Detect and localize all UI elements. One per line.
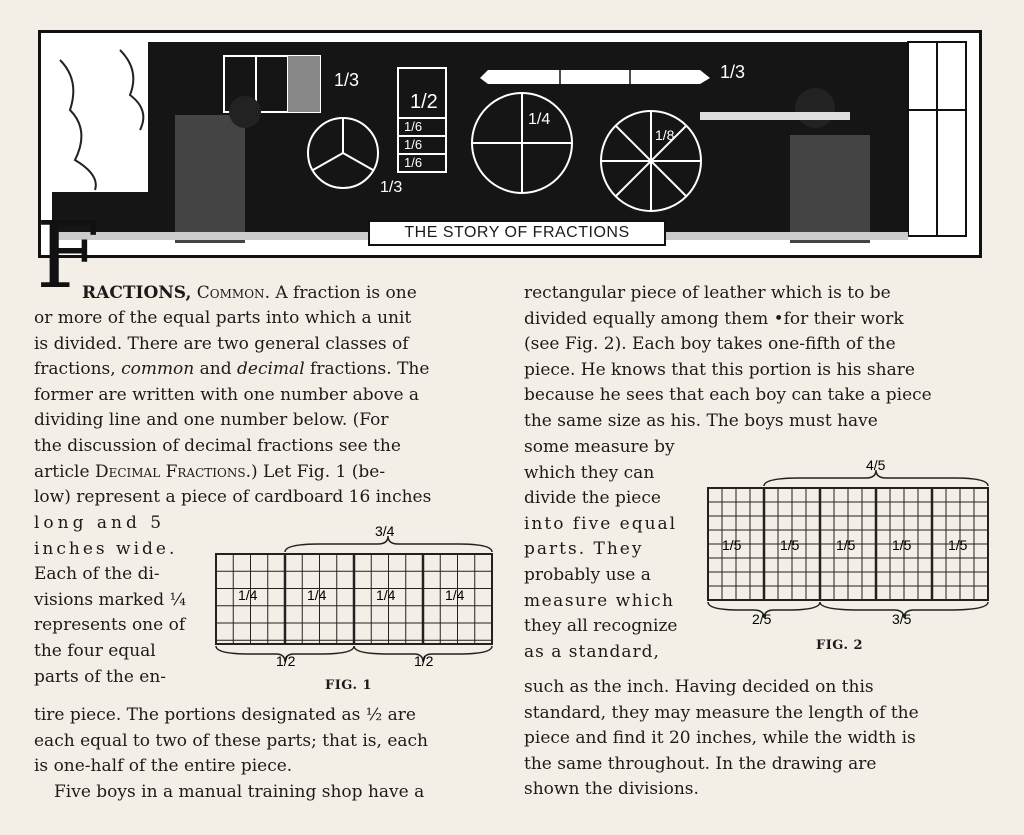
fig2-cell-2: 1/5 xyxy=(780,537,800,553)
fig2-diagram xyxy=(700,452,1000,632)
col2-tail-2: standard, they may measure the length of the xyxy=(524,702,919,723)
fig1-cell-1: 1/4 xyxy=(238,587,258,603)
label-eighth: 1/8 xyxy=(655,127,675,143)
pencil-bar xyxy=(480,70,710,84)
boy-figure xyxy=(175,115,245,243)
col1-line-9: low) represent a piece of cardboard 16 inches xyxy=(34,487,432,508)
fig2-cell-4: 1/5 xyxy=(892,537,912,553)
label-half: 1/2 xyxy=(410,91,438,113)
col2-narrow-2: which they can xyxy=(524,462,655,483)
col2-narrow-3: divide the piece xyxy=(524,488,661,509)
col2-tail-3: piece and find it 20 inches, while the width is xyxy=(524,728,916,749)
col1-line-4: fractions, common and decimal fractions. The xyxy=(34,359,430,380)
col2-line-3: (see Fig. 2). Each boy takes one-fifth of the xyxy=(524,334,896,355)
col2-line-4: piece. He knows that this portion is his share xyxy=(524,359,915,380)
fig2-cell-3: 1/5 xyxy=(836,537,856,553)
map xyxy=(52,42,148,192)
label-sixth-2: 1/6 xyxy=(404,137,423,152)
fig1-diagram xyxy=(200,520,500,670)
third-rect-shaded xyxy=(288,56,320,112)
banner-art xyxy=(0,0,1024,309)
col1-narrow-5: represents one of xyxy=(34,615,186,636)
fig2-bottom-1: 2/5 xyxy=(752,611,772,627)
label-quarter: 1/4 xyxy=(528,111,551,128)
col1-narrow-7: parts of the en- xyxy=(34,666,167,687)
col1-line-8: article Decimal Fractions.) Let Fig. 1 (be- xyxy=(34,461,386,482)
banner-title: THE STORY OF FRACTIONS xyxy=(368,220,666,246)
fig1-cell-3: 1/4 xyxy=(376,587,396,603)
label-sixth-1: 1/6 xyxy=(404,119,423,134)
ruler xyxy=(700,112,850,120)
fig1-caption: FIG. 1 xyxy=(325,678,373,693)
col2-tail-5: shown the divisions. xyxy=(524,779,699,800)
col2-line-5: because he sees that each boy can take a piece xyxy=(524,385,932,406)
col2-narrow-7: measure which xyxy=(524,590,675,611)
col2-line-6: the same size as his. The boys must have xyxy=(524,410,878,431)
col1-tail-2: each equal to two of these parts; that is, each xyxy=(34,730,429,751)
col2-body xyxy=(524,281,988,435)
label-third-bar: 1/3 xyxy=(720,62,746,82)
fig2-bottom-2: 3/5 xyxy=(892,611,912,627)
col2-narrow xyxy=(524,435,698,665)
col1-narrow-6: the four equal xyxy=(34,640,156,661)
col1-tail-3: is one-half of the entire piece. xyxy=(34,756,293,777)
col1-narrow-4: visions marked ¼ xyxy=(34,589,187,610)
col1-line-5: former are written with one number above a xyxy=(34,384,420,405)
col2-tail-4: the same throughout. In the drawing are xyxy=(524,753,877,774)
fig1-bottom-1: 1/2 xyxy=(276,653,296,669)
col2-narrow-5: parts. They xyxy=(524,539,644,560)
col2-tail xyxy=(524,675,988,803)
fig2-cell-5: 1/5 xyxy=(948,537,968,553)
col1-line-1: RACTIONS, Common. A fraction is one xyxy=(82,283,417,303)
col1-line-2: or more of the equal parts into which a unit xyxy=(34,308,412,328)
fig1-bottom-2: 1/2 xyxy=(414,653,434,669)
col2-narrow-6: probably use a xyxy=(524,564,651,585)
col2-narrow-1: some measure by xyxy=(524,437,675,457)
col2-line-2: divided equally among them •for their work xyxy=(524,308,904,329)
col1-line-3: is divided. There are two general classes of xyxy=(34,333,409,354)
col1-tail-1: tire piece. The portions designated as ½ are xyxy=(34,705,416,725)
col2-line-1: rectangular piece of leather which is to be xyxy=(524,283,891,303)
col2-tail-1: such as the inch. Having decided on this xyxy=(524,677,874,697)
fig1-label-top: 3/4 xyxy=(375,523,395,539)
fig1-cell-4: 1/4 xyxy=(445,587,465,603)
col1-narrow-3: Each of the di- xyxy=(34,564,160,585)
col1-narrow xyxy=(34,511,206,690)
girl-figure xyxy=(790,135,870,243)
label-third-rect: 1/3 xyxy=(334,70,360,90)
col1-line-6: dividing line and one number below. (For xyxy=(34,410,389,431)
label-third-circle: 1/3 xyxy=(380,179,403,196)
drop-cap: F xyxy=(36,202,100,309)
fig2-cell-1: 1/5 xyxy=(722,537,742,553)
col1-tail xyxy=(34,703,496,805)
col1-line-7: the discussion of decimal fractions see the xyxy=(34,435,401,456)
col1-narrow-2: inches wide. xyxy=(34,538,178,559)
col1-tail-4: Five boys in a manual training shop have a xyxy=(54,781,425,802)
col1-narrow-1: long and 5 xyxy=(34,513,166,533)
fig2-caption: FIG. 2 xyxy=(816,638,864,653)
col2-narrow-4: into five equal xyxy=(524,513,678,534)
col1-top xyxy=(82,281,496,307)
label-sixth-3: 1/6 xyxy=(404,155,423,170)
fig1-cell-2: 1/4 xyxy=(307,587,327,603)
col1-body xyxy=(34,306,496,511)
col2-narrow-9: as a standard, xyxy=(524,641,660,662)
fig2-label-top: 4/5 xyxy=(866,457,886,473)
col2-narrow-8: they all recognize xyxy=(524,616,678,637)
